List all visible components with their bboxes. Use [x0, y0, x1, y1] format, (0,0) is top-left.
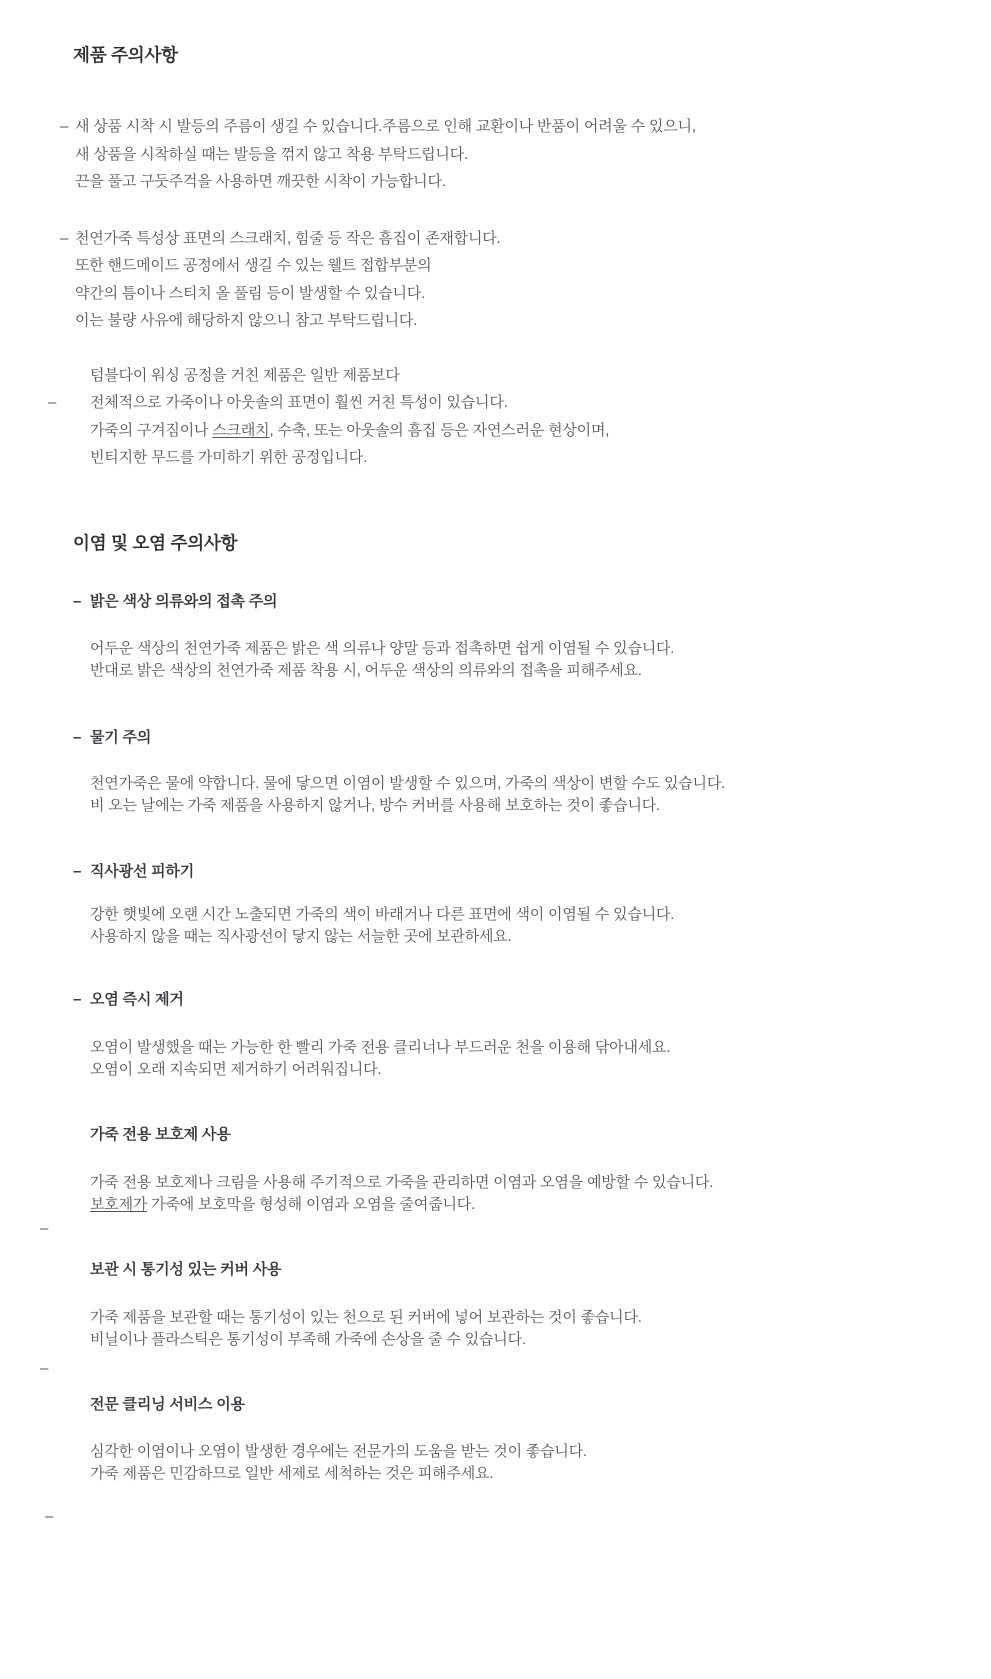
text-line: 가죽 제품은 민감하므로 일반 세제로 세척하는 것은 피해주세요. — [90, 1464, 494, 1482]
text-line: 천연가죽은 물에 약합니다. 물에 닿으면 이염이 발생할 수 있으며, 가죽의 색상이 변할 수도 있습니다. — [90, 774, 726, 792]
text-line: 심각한 이염이나 오염이 발생한 경우에는 전문가의 도움을 받는 것이 좋습니다. — [90, 1442, 587, 1460]
subsection-body — [90, 1307, 963, 1351]
text-line: 가죽 제품을 보관할 때는 통기성이 있는 천으로 된 커버에 넣어 보관하는 것이 좋습니다. — [90, 1308, 642, 1326]
text-line — [90, 1194, 963, 1216]
subsection-body — [90, 1172, 963, 1216]
text-line: 어두운 색상의 천연가죽 제품은 밝은 색 의류나 양말 등과 접촉하면 쉽게 이염될 수 있습니다. — [90, 639, 675, 657]
subsection-title-light-clothing-contact — [73, 592, 963, 612]
subsection-title-text: 물기 주의 — [90, 728, 152, 746]
dash-marker: – — [73, 728, 82, 746]
subsection-title-moisture-caution — [73, 728, 963, 748]
subsection-body — [90, 1441, 963, 1485]
text-line: 새 상품을 시착하실 때는 발등을 꺾지 않고 착용 부탁드립니다. — [75, 145, 468, 163]
text-line — [90, 417, 963, 445]
bullet-new-shoe-fitting — [60, 113, 963, 196]
dash-marker: – — [40, 1220, 49, 1237]
text-segment: 가죽의 구겨짐이나 — [90, 421, 213, 439]
bullet-natural-leather-flaws — [60, 225, 963, 335]
text-segment: , 수축, 또는 아웃솔의 흠집 등은 자연스러운 현상이며, — [269, 421, 610, 439]
text-line: 비닐이나 플라스틱은 통기성이 부족해 가죽에 손상을 줄 수 있습니다. — [90, 1330, 526, 1348]
text-line: 텀블다이 워싱 공정을 거친 제품은 일반 제품보다 — [90, 366, 400, 384]
text-line: 사용하지 않을 때는 직사광선이 닿지 않는 서늘한 곳에 보관하세요. — [90, 927, 512, 945]
text-line: 약간의 틈이나 스티치 올 풀림 등이 발생할 수 있습니다. — [75, 284, 426, 302]
subsection-title-text: 직사광선 피하기 — [90, 862, 194, 880]
subsection-title-text: 밝은 색상 의류와의 접촉 주의 — [90, 592, 278, 610]
underlined-text: 스크래치 — [212, 421, 270, 439]
subsection-title-avoid-direct-sunlight — [73, 862, 963, 882]
dash-marker: – — [60, 118, 69, 135]
section-title-product-precautions: 제품 주의사항 — [73, 45, 178, 65]
dash-marker: – — [60, 229, 69, 247]
subsection-body — [90, 904, 963, 948]
text-line: 반대로 밝은 색상의 천연가죽 제품 착용 시, 어두운 색상의 의류와의 접촉을 피해주세요. — [90, 661, 642, 679]
bullet-text — [75, 225, 963, 335]
text-line: 오염이 발생했을 때는 가능한 한 빨리 가죽 전용 클리너나 부드러운 천을 이용해 닦아내세요. — [90, 1038, 671, 1056]
text-line: 이는 불량 사유에 해당하지 않으니 참고 부탁드립니다. — [75, 312, 418, 329]
text-line: 전체적으로 가죽이나 아웃솔의 표면이 훨씬 거친 특성이 있습니다. — [90, 394, 508, 411]
dash-marker: – — [45, 1508, 54, 1525]
subsection-title-text: 보관 시 통기성 있는 커버 사용 — [90, 1260, 282, 1278]
subsection-title-text: 전문 클리닝 서비스 이용 — [90, 1395, 245, 1413]
text-segment: 가죽에 보호막을 형성해 이염과 오염을 줄여줍니다. — [147, 1195, 476, 1213]
dash-marker: – — [73, 990, 82, 1008]
text-line: 새 상품 시착 시 발등의 주름이 생길 수 있습니다.주름으로 인해 교환이나 반품이 어려울 수 있으니, — [75, 118, 696, 135]
text-line: 빈티지한 무드를 가미하기 위한 공정입니다. — [90, 449, 368, 466]
subsection-title-professional-cleaning — [90, 1395, 963, 1415]
paragraph-tumble-dye-washing — [48, 362, 963, 472]
subsection-title-leather-protector — [90, 1125, 963, 1145]
dash-marker: – — [73, 862, 82, 880]
subsection-title-text: 오염 즉시 제거 — [90, 990, 184, 1008]
dash-marker: – — [73, 592, 82, 610]
text-line: 끈을 풀고 구둣주걱을 사용하면 깨끗한 시착이 가능합니다. — [75, 173, 446, 190]
text-line: 강한 햇빛에 오랜 시간 노출되면 가죽의 색이 바래거나 다른 표면에 색이 이염될 수 있습니다. — [90, 905, 675, 923]
text-line: 가죽 전용 보호제나 크림을 사용해 주기적으로 가죽을 관리하면 이염과 오염을 예방할 수 있습니다. — [90, 1173, 714, 1191]
section-title-stain-precautions: 이염 및 오염 주의사항 — [73, 532, 238, 553]
underlined-text: 보호제가 — [90, 1195, 148, 1213]
text-line: 비 오는 날에는 가죽 제품을 사용하지 않거나, 방수 커버를 사용해 보호하는 것이 좋습니다. — [90, 796, 660, 814]
subsection-title-text: 가죽 전용 보호제 사용 — [90, 1125, 231, 1143]
text-line: 천연가죽 특성상 표면의 스크래치, 힘줄 등 작은 흠집이 존재합니다. — [75, 229, 501, 247]
subsection-title-remove-stains-immediately — [73, 990, 963, 1010]
bullet-text — [75, 113, 963, 196]
subsection-body — [90, 1037, 963, 1081]
dash-marker: – — [40, 1360, 49, 1377]
subsection-title-breathable-cover — [90, 1260, 963, 1280]
text-line: 오염이 오래 지속되면 제거하기 어려워집니다. — [90, 1060, 382, 1078]
dash-marker: – — [48, 394, 57, 411]
subsection-body — [90, 638, 963, 682]
text-line: 또한 핸드메이드 공정에서 생길 수 있는 웰트 접합부분의 — [75, 257, 432, 274]
subsection-body — [90, 773, 963, 817]
